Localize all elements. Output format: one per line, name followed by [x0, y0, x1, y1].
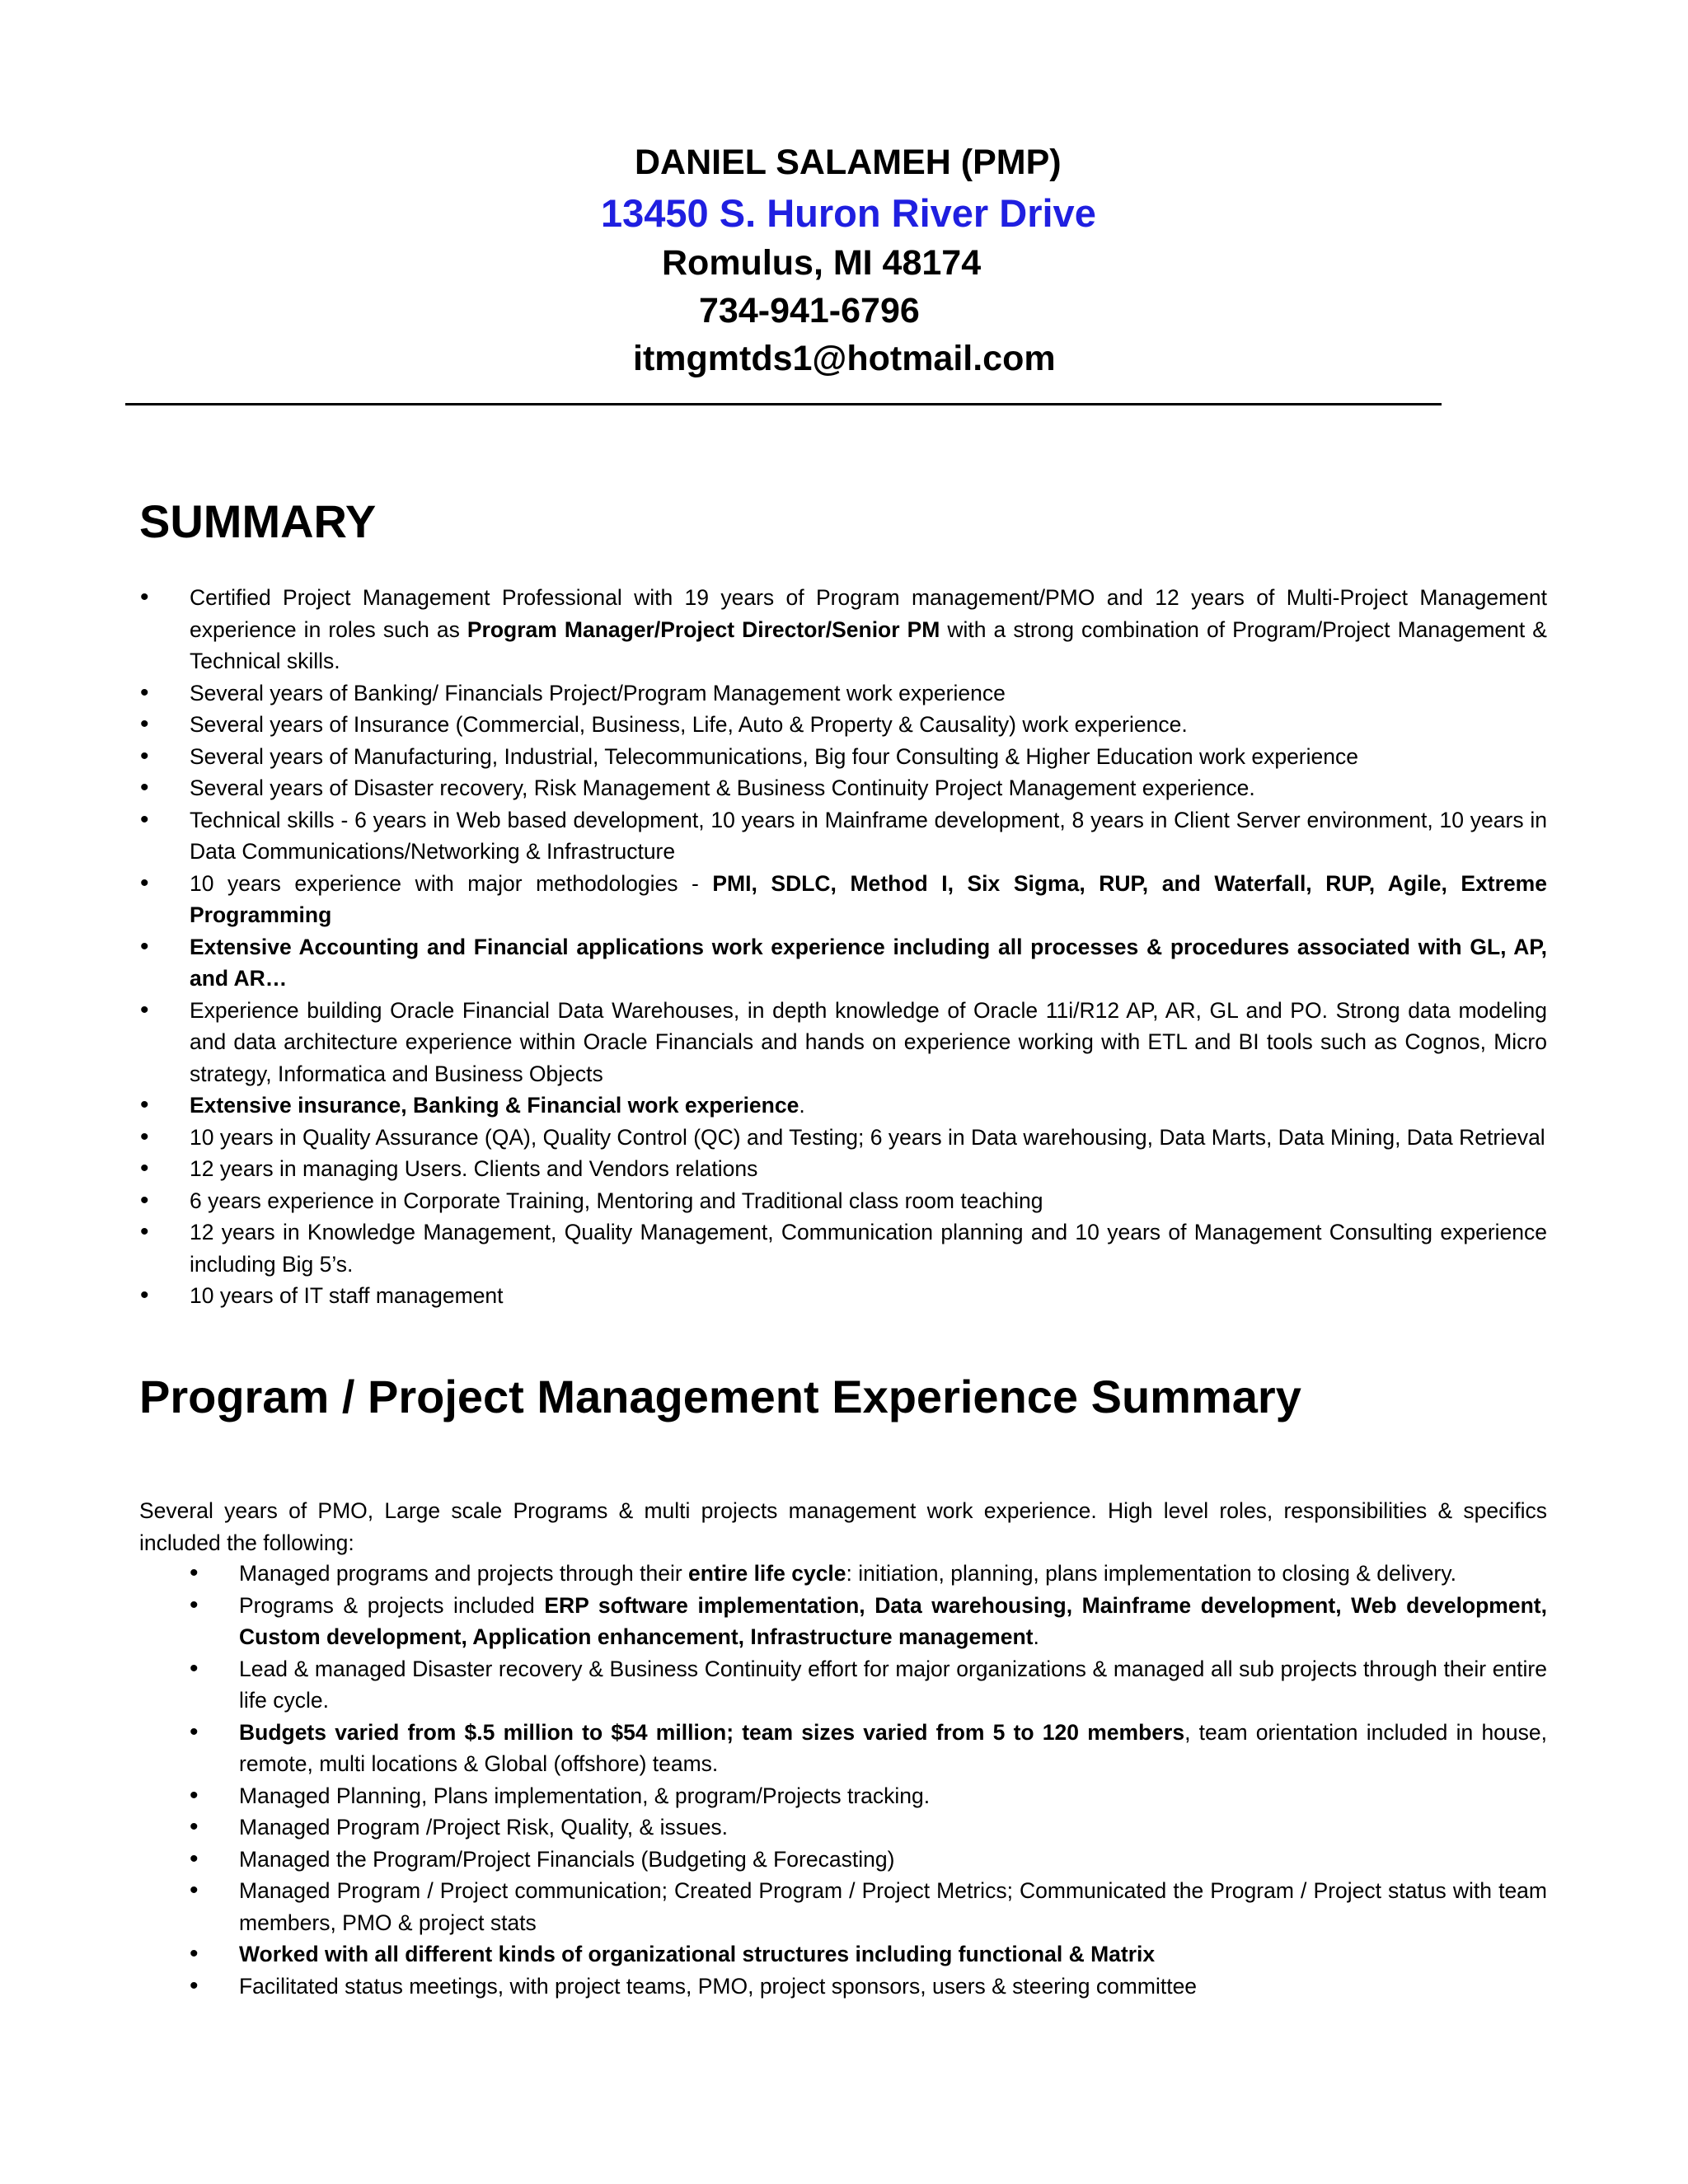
list-item — [190, 1971, 1547, 2003]
list-item — [140, 741, 1547, 773]
item-text-end: , team orientation included in house, remote, multi locations & Global (offshore) teams. — [239, 1719, 1548, 1776]
bullet-icon: • — [190, 1940, 199, 1967]
item-text-end: with a strong combination of Program/Project Management & Technical skills. — [190, 616, 1547, 673]
bullet-icon: • — [190, 1781, 199, 1809]
bullet-icon: • — [190, 1559, 199, 1586]
item-text: Managed Program /Project Risk, Quality, & issues. — [239, 1815, 729, 1840]
item-bold-text: Budgets varied from $.5 million to $54 million; team sizes varied from 5 to 120 members — [239, 1719, 1185, 1745]
item-text: Programs & projects included — [239, 1592, 545, 1618]
item-text: Several years of Banking/ Financials Project/Program Management work experience — [190, 680, 1006, 705]
item-text: 12 years in managing Users. Clients and Vendors relations — [190, 1156, 758, 1181]
list-item — [140, 1280, 1547, 1312]
list-item — [190, 1811, 1547, 1844]
phone-number: 734-941-6796 — [699, 291, 920, 330]
bullet-icon: • — [140, 1282, 149, 1309]
list-item — [140, 804, 1547, 868]
summary-list — [140, 582, 1547, 1312]
bullet-icon: • — [140, 869, 149, 897]
bullet-icon: • — [190, 1813, 199, 1840]
list-item — [190, 1844, 1547, 1876]
bullet-icon: • — [190, 1591, 199, 1619]
list-item — [140, 1090, 1547, 1122]
item-text: Managed Planning, Plans implementation, & program/Projects tracking. — [239, 1783, 931, 1808]
item-text-end: . — [799, 1093, 805, 1118]
list-item — [190, 1653, 1547, 1717]
bullet-icon: • — [140, 678, 149, 706]
item-bold-text: Extensive Accounting and Financial applications work experience including all processes & procedures associated with GL, AP, and AR… — [190, 934, 1547, 991]
bullet-icon: • — [190, 1718, 199, 1746]
bullet-icon: • — [140, 1155, 149, 1182]
item-text: Certified Project Management Professional with 19 years of Program management/PMO and 12 years of Multi-Project Management experience in roles such as — [190, 585, 1547, 642]
list-item — [140, 772, 1547, 804]
item-text: Managed programs and projects through their — [239, 1561, 689, 1586]
list-item — [140, 931, 1547, 995]
item-text-end: . — [1033, 1624, 1039, 1649]
item-text: 10 years of IT staff management — [190, 1283, 504, 1308]
item-bold-text: Worked with all different kinds of organizational structures including functional & Matrix — [239, 1942, 1156, 1966]
bullet-icon: • — [140, 1091, 149, 1118]
item-text: Experience building Oracle Financial Data Warehouses, in depth knowledge of Oracle 11i/R12 AP, AR, GL and PO. Strong data modeling and data architecture experience within Oracle Financials and hands on experience working with ETL and BI tools such as Cognos, Micro strategy, Informatica and Business Objects — [190, 997, 1547, 1086]
item-text: Managed the Program/Project Financials (Budgeting & Forecasting) — [239, 1846, 895, 1872]
item-text: Several years of Disaster recovery, Risk Management & Business Continuity Project Management experience. — [190, 776, 1255, 800]
list-item — [190, 1780, 1547, 1812]
list-item — [140, 582, 1547, 677]
list-item — [140, 1122, 1547, 1154]
list-item — [140, 1216, 1547, 1280]
bullet-icon: • — [140, 1122, 149, 1151]
bullet-icon: • — [140, 710, 149, 738]
item-text: Managed Program / Project communication; Created Program / Project Metrics; Communicated the Program / Project status with team members, PMO & project stats — [239, 1878, 1547, 1935]
email-address: itmgmtds1@hotmail.com — [633, 339, 1056, 378]
list-item — [190, 1938, 1547, 1971]
bullet-icon: • — [140, 583, 149, 611]
item-bold-text: Program Manager/Project Director/Senior PM — [467, 616, 940, 642]
item-bold-text: entire life cycle — [688, 1561, 846, 1586]
bullet-icon: • — [190, 1971, 199, 1999]
item-text: Several years of Manufacturing, Industrial, Telecommunications, Big four Consulting & Higher Education work experience — [190, 743, 1358, 769]
ppm-intro: Several years of PMO, Large scale Programs & multi projects management work experience. High level roles, responsibilities & specifics included the following: — [139, 1498, 1547, 1555]
candidate-name: DANIEL SALAMEH (PMP) — [635, 143, 1062, 182]
bullet-icon: • — [140, 996, 149, 1024]
bullet-icon: • — [140, 805, 149, 833]
item-bold-text: Extensive insurance, Banking & Financial work experience — [190, 1093, 799, 1118]
bullet-icon: • — [140, 932, 149, 960]
bullet-icon: • — [190, 1844, 199, 1872]
ppm-heading: Program / Project Management Experience Summary — [139, 1371, 1301, 1422]
item-bold-text: PMI, SDLC, Method I, Six Sigma, RUP, and Waterfall, RUP, Agile, Extreme Programming — [190, 870, 1547, 927]
bullet-icon: • — [190, 1654, 199, 1682]
list-item — [190, 1558, 1547, 1590]
item-text: Lead & managed Disaster recovery & Business Continuity effort for major organizations & managed all sub projects through their entire life cycle. — [239, 1656, 1547, 1713]
list-item — [190, 1875, 1547, 1938]
list-item — [140, 1153, 1547, 1185]
ppm-list — [190, 1558, 1548, 2002]
item-text: 10 years in Quality Assurance (QA), Quality Control (QC) and Testing; 6 years in Data warehousing, Data Marts, Data Mining, Data Retrieval — [190, 1124, 1545, 1150]
item-text: Technical skills - 6 years in Web based development, 10 years in Mainframe development, 8 years in Client Server environment, 10 years in Data Communications/Networking & Infrastructure — [190, 807, 1547, 864]
bullet-icon: • — [140, 1186, 149, 1214]
item-bold-text: ERP software implementation, Data warehousing, Mainframe development, Web development, Custom development, Application enhancement, Infrastructure management — [239, 1592, 1547, 1649]
summary-heading: SUMMARY — [139, 495, 377, 547]
list-item — [190, 1590, 1547, 1653]
item-text-end: : initiation, planning, plans implementation to closing & delivery. — [846, 1561, 1456, 1586]
list-item — [140, 868, 1547, 931]
item-text: Facilitated status meetings, with project teams, PMO, project sponsors, users & steering committee — [239, 1973, 1198, 1999]
header-divider — [125, 403, 1442, 405]
bullet-icon: • — [140, 742, 149, 770]
list-item — [140, 709, 1547, 741]
street-address: 13450 S. Huron River Drive — [601, 191, 1096, 235]
bullet-icon: • — [190, 1877, 199, 1904]
item-text: 10 years experience with major methodologies - — [190, 870, 713, 896]
list-item — [190, 1717, 1548, 1780]
item-text: 6 years experience in Corporate Training, Mentoring and Traditional class room teaching — [190, 1188, 1043, 1213]
list-item — [140, 677, 1547, 710]
list-item — [140, 995, 1547, 1090]
item-text: 12 years in Knowledge Management, Quality Management, Communication planning and 10 years of Management Consulting experience including Big 5’s. — [190, 1220, 1547, 1277]
bullet-icon: • — [140, 774, 149, 801]
bullet-icon: • — [140, 1218, 149, 1245]
list-item — [140, 1185, 1547, 1217]
item-text: Several years of Insurance (Commercial, Business, Life, Auto & Property & Causality) work experience. — [190, 712, 1188, 737]
city-state-zip: Romulus, MI 48174 — [662, 243, 982, 283]
